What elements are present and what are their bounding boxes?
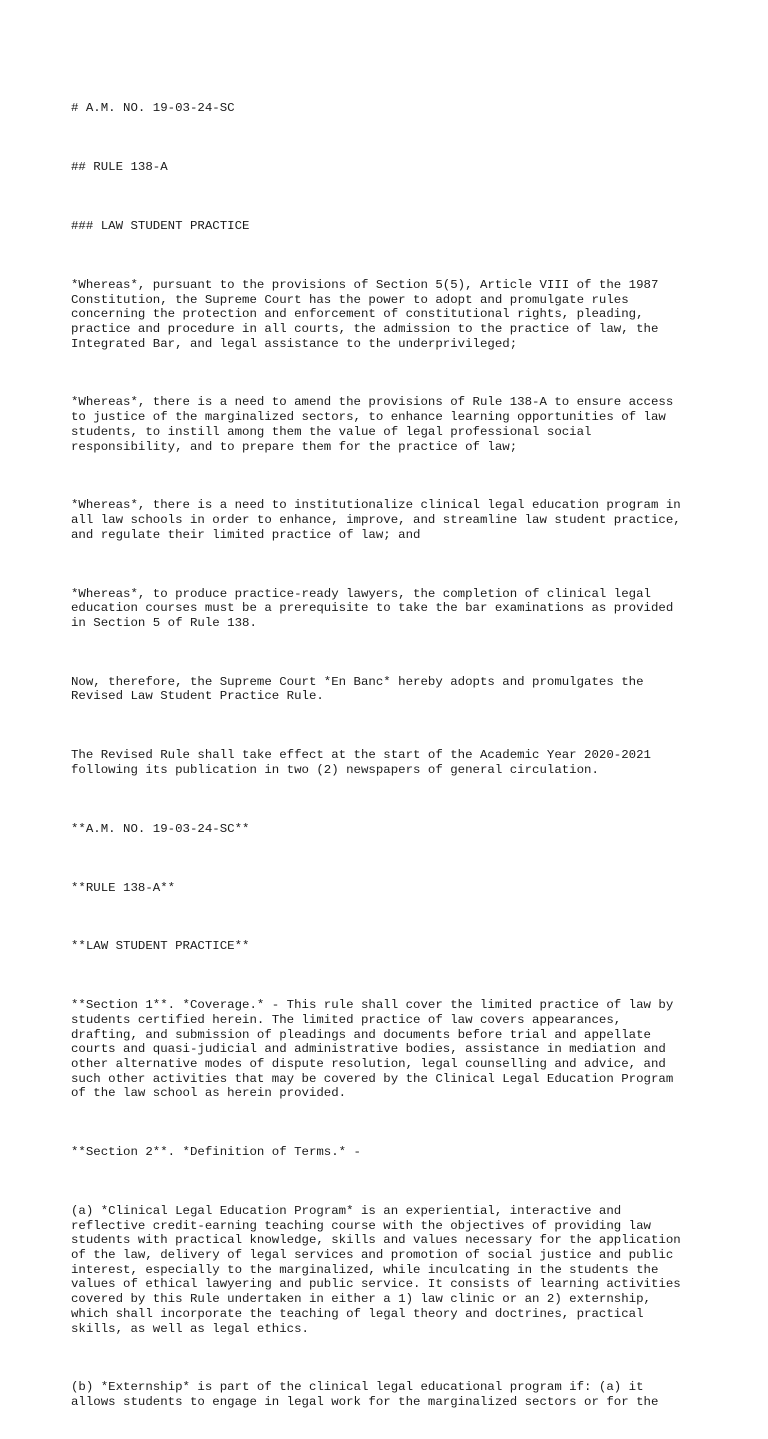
whereas-paragraph: *Whereas*, pursuant to the provisions of Section 5(5), Article VIII of the 1987 Constitution, the Supreme Court has the power to adopt and promulgate rules concerning the protection and enforcement of constitutional rights, pleading, practice and procedure in all courts, the admission to the practice of law, the Integrated Bar, and legal assistance to the underprivileged; <box>71 277 659 351</box>
heading-rule: ## RULE 138-A <box>71 160 168 175</box>
effectivity-paragraph: The Revised Rule shall take effect at the start of the Academic Year 2020-2021 following its publication in two (2) newspapers of general circulation. <box>71 748 651 777</box>
bold-rule: **RULE 138-A** <box>71 880 176 895</box>
heading-am-number: # A.M. NO. 19-03-24-SC <box>71 101 235 116</box>
section-2-heading: **Section 2**. *Definition of Terms.* - <box>71 1145 361 1160</box>
definition-a-paragraph: (a) *Clinical Legal Education Program* is an experiential, interactive and reflective credit-earning teaching course with the objectives of providing law students with practical knowledge, skills and values necessary for the application of the law, delivery of legal services and promotion of social justice and public interest, especially to the marginalized, while inculcating in the students the values of ethical lawyering and public service. It consists of learning activities covered by this Rule undertaken in either a 1) law clinic or an 2) externship, which shall incorporate the teaching of legal theory and doctrines, practical skills, as well as legal ethics. <box>71 1203 681 1336</box>
adoption-paragraph: Now, therefore, the Supreme Court *En Banc* hereby adopts and promulgates the Revised Law Student Practice Rule. <box>71 674 644 704</box>
whereas-paragraph: *Whereas*, there is a need to amend the provisions of Rule 138-A to ensure access to justice of the marginalized sectors, to enhance learning opportunities of law students, to instill among them the value of legal professional social responsibility, and to prepare them for the practice of law; <box>71 395 674 454</box>
section-1-paragraph: **Section 1**. *Coverage.* - This rule shall cover the limited practice of law by students certified herein. The limited practice of law covers appearances, drafting, and submission of pleadings and documents before trial and appellate courts and quasi-judicial and administrative bodies, assistance in mediation and other alternative modes of dispute resolution, legal counselling and advice, and such other activities that may be covered by the Clinical Legal Education Program of the law school as herein provided. <box>71 998 674 1101</box>
document-body <box>71 72 751 1439</box>
whereas-paragraph: *Whereas*, there is a need to institutionalize clinical legal education program in all law schools in order to enhance, improve, and streamline law student practice, and regulate their limited practice of law; and <box>71 498 681 542</box>
whereas-paragraph: *Whereas*, to produce practice-ready lawyers, the completion of clinical legal education courses must be a prerequisite to take the bar examinations as provided in Section 5 of Rule 138. <box>71 586 674 630</box>
definition-b-paragraph: (b) *Externship* is part of the clinical legal educational program if: (a) it allows students to engage in legal work for the marginalized sectors or for the <box>71 1380 659 1410</box>
bold-title: **LAW STUDENT PRACTICE** <box>71 939 250 954</box>
heading-title: ### LAW STUDENT PRACTICE <box>71 219 250 233</box>
bold-am-number: **A.M. NO. 19-03-24-SC** <box>71 821 250 836</box>
